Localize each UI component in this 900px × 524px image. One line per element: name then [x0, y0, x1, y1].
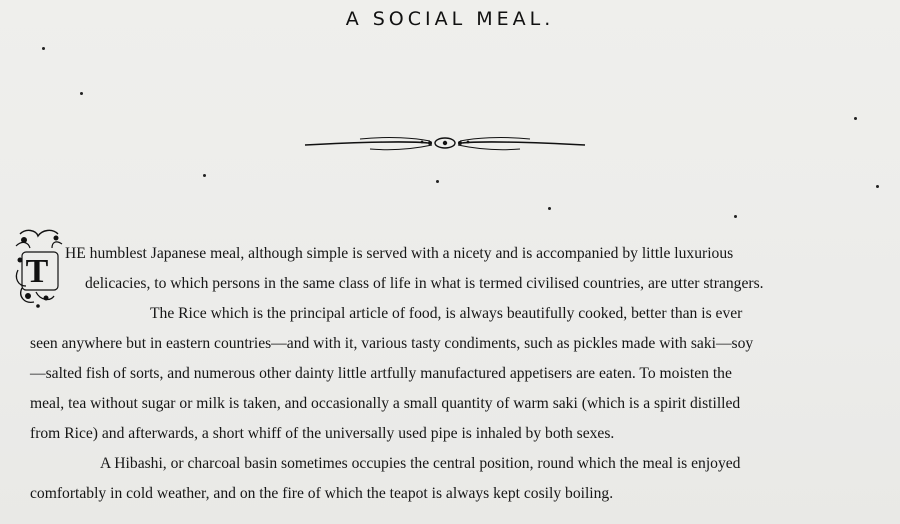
speck	[548, 207, 551, 210]
speck	[42, 47, 45, 50]
ornament-divider-icon	[300, 132, 590, 154]
speck	[80, 92, 83, 95]
body-text-line: from Rice) and afterwards, a short whiff of the universally used pipe is inhaled by both sexes.	[30, 425, 615, 442]
body-text-line: HE humblest Japanese meal, although simple is served with a nicety and is accompanied by little luxurious	[65, 245, 734, 262]
body-text-line: delicacies, to which persons in the same class of life in what is termed civilised countries, are utter strangers.	[85, 275, 764, 292]
speck	[436, 180, 439, 183]
body-text-line: comfortably in cold weather, and on the fire of which the teapot is always kept cosily boiling.	[30, 485, 614, 502]
speck	[854, 117, 857, 120]
body-text-line: meal, tea without sugar or milk is taken, and occasionally a small quantity of warm saki (which is a spirit distilled	[30, 395, 741, 412]
body-text-line: seen anywhere but in eastern countries—and with it, various tasty condiments, such as pickles made with saki—soy	[30, 335, 754, 352]
dropcap-letter: T	[25, 253, 49, 290]
body-text-line: —salted fish of sorts, and numerous other dainty little artfully manufactured appetisers are eaten. To moisten the	[30, 365, 732, 382]
page-title: A SOCIAL MEAL.	[345, 8, 555, 30]
body-text-line: The Rice which is the principal article of food, is always beautifully cooked, better than is ever	[150, 305, 743, 322]
speck	[203, 174, 206, 177]
speck	[734, 215, 737, 218]
body-text-line: A Hibashi, or charcoal basin sometimes occupies the central position, round which the meal is enjoyed	[100, 455, 741, 472]
speck	[876, 185, 879, 188]
